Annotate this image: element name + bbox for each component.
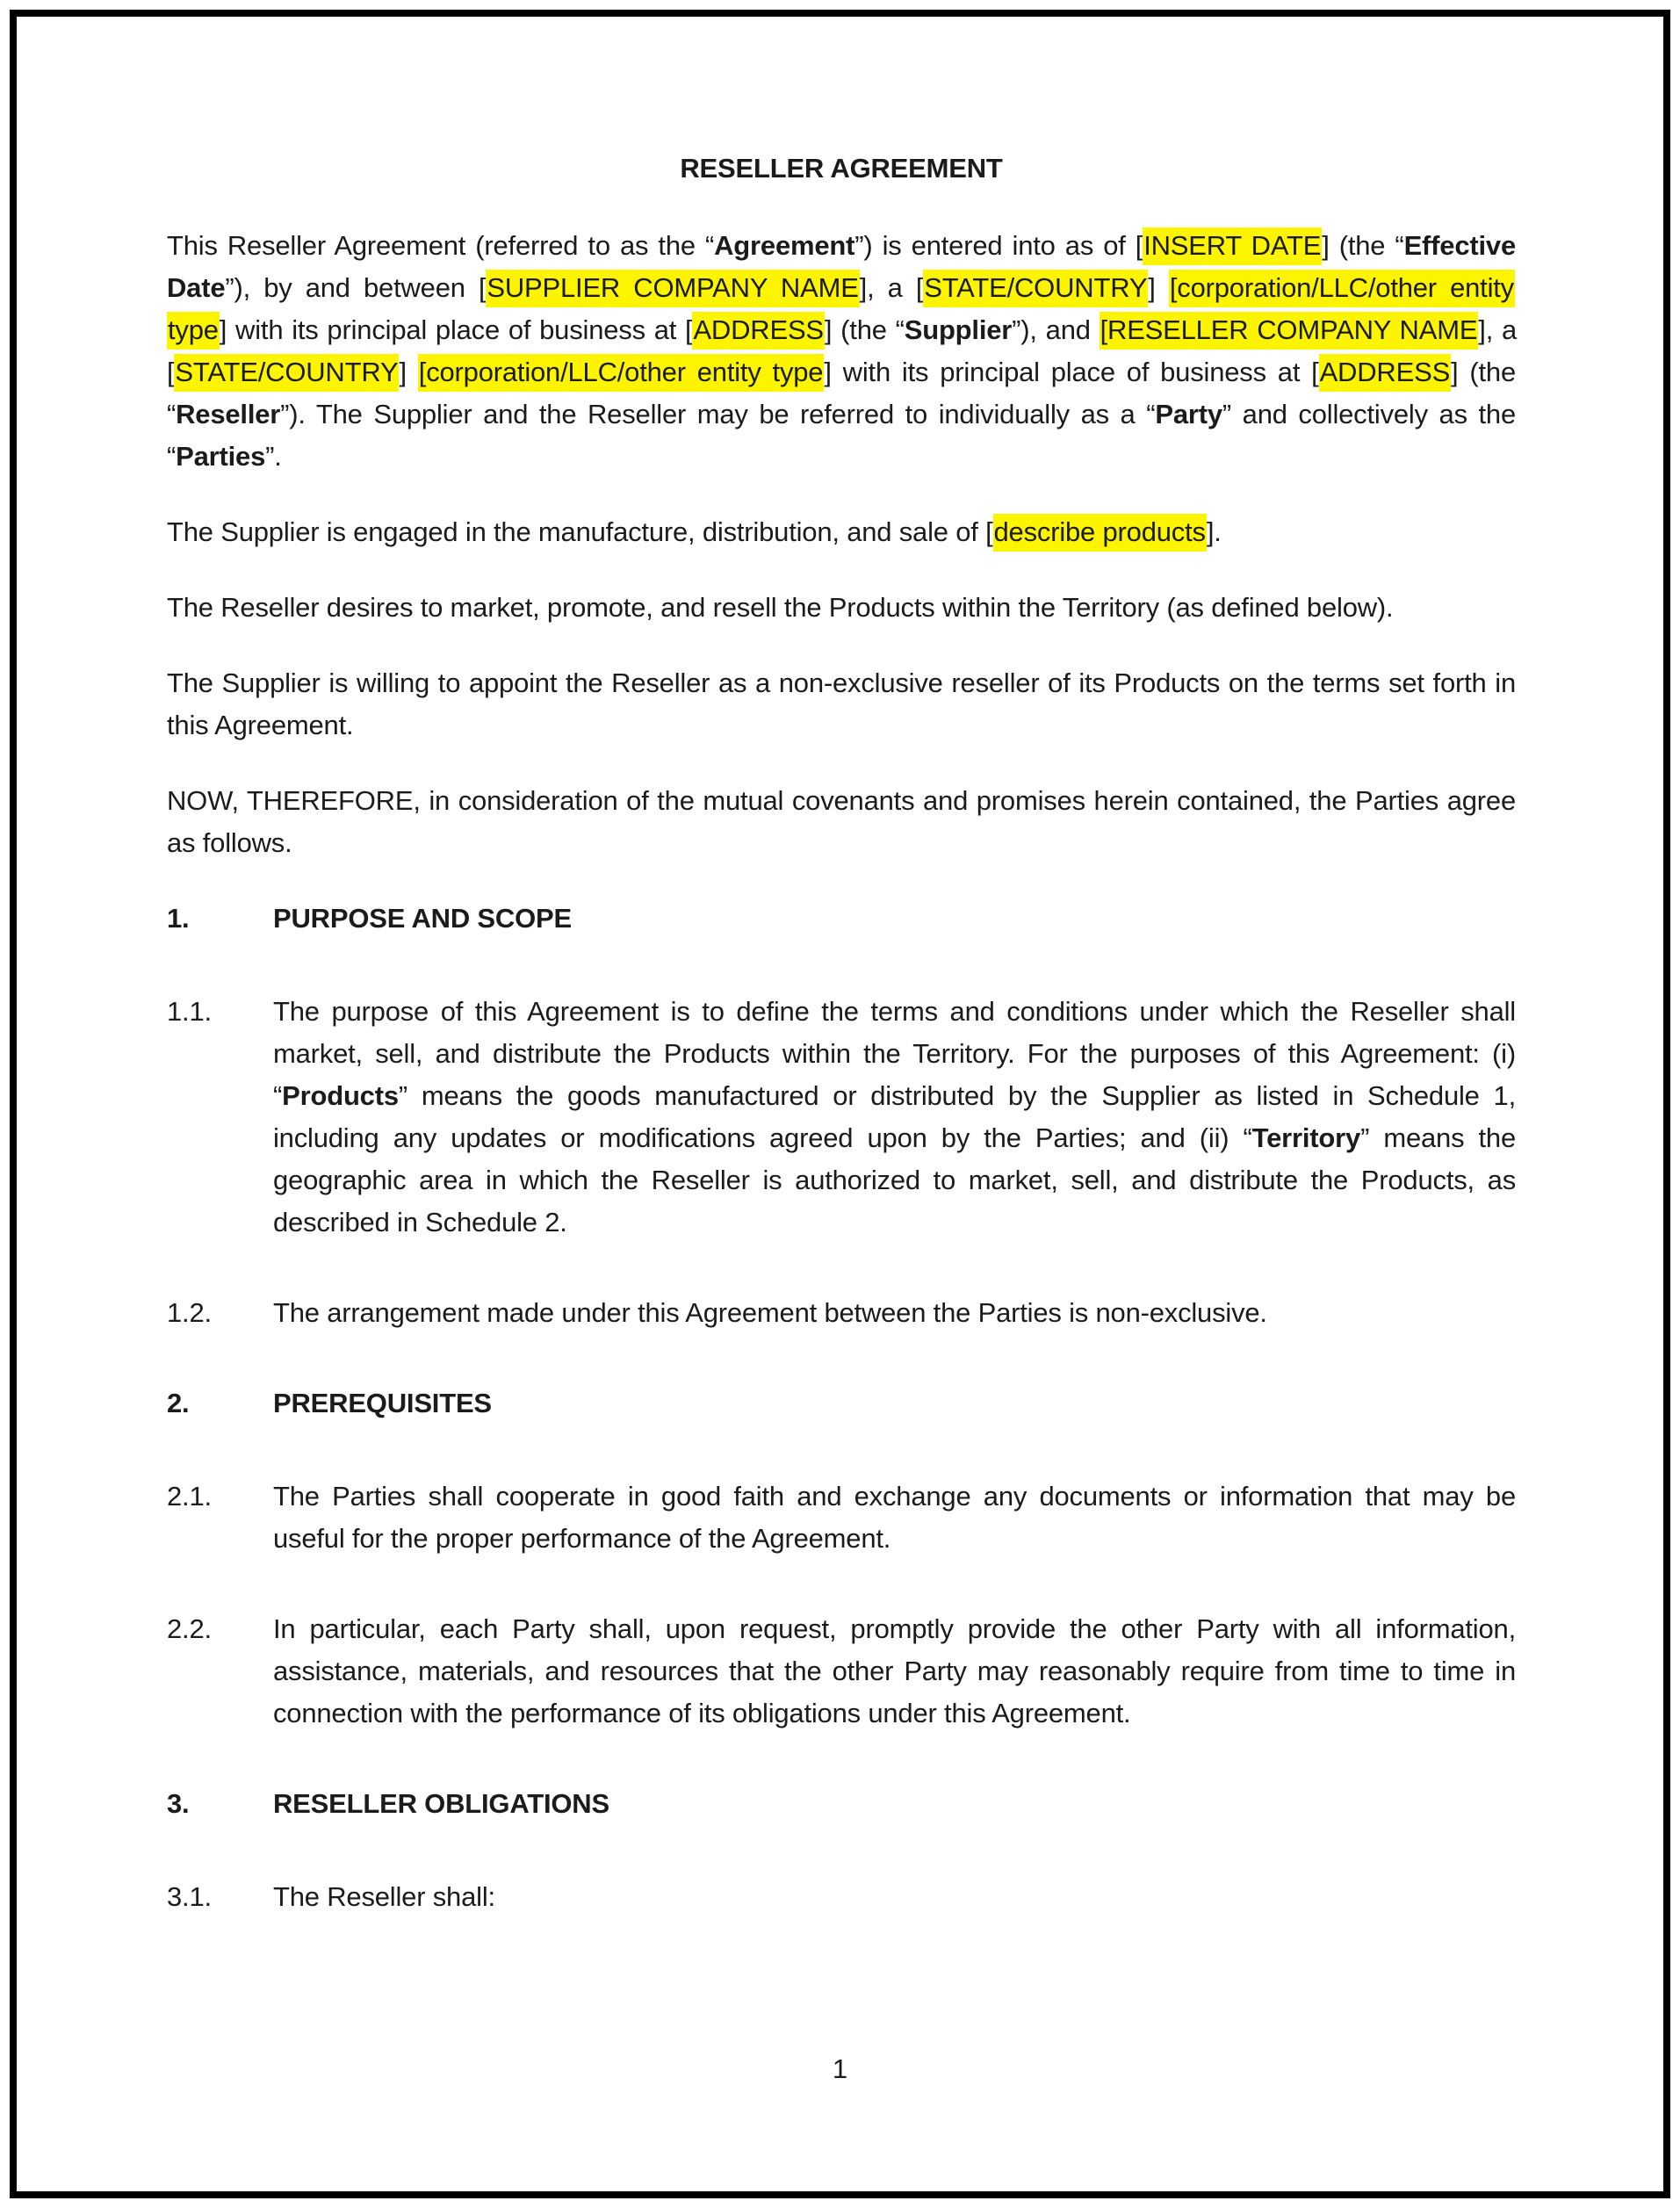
clause-text (273, 1876, 1516, 1918)
document-title: RESELLER AGREEMENT (680, 153, 1003, 184)
defined-term: Parties (176, 441, 266, 472)
text-run: ]. (1206, 516, 1222, 547)
text-run: ”). The Supplier and the Reseller may be referred to individually as a “ (280, 399, 1156, 429)
placeholder-highlight: [corporation/LLC/other entity type (418, 354, 825, 392)
defined-term: Territory (1251, 1122, 1361, 1153)
paragraph (167, 662, 1516, 747)
clause-text (273, 991, 1516, 1244)
text-run: ” and collectively as the “ (167, 399, 1516, 472)
clause-number: 1.1. (167, 996, 212, 1027)
text-run: The Reseller shall: (273, 1881, 495, 1912)
placeholder-highlight: INSERT DATE (1143, 227, 1322, 265)
section-heading (167, 1382, 1516, 1425)
section-heading (167, 1783, 1516, 1825)
placeholder-highlight: SUPPLIER COMPANY NAME (486, 270, 859, 307)
placeholder-highlight: ADDRESS (1319, 354, 1451, 392)
clause-number: 1.2. (167, 1297, 212, 1328)
defined-term: Party (1155, 399, 1222, 429)
paragraph (167, 225, 1516, 478)
clause-text (273, 1476, 1516, 1560)
placeholder-highlight: STATE/COUNTRY (174, 354, 399, 392)
numbered-paragraph (167, 991, 1516, 1244)
section-number: 3. (167, 1788, 190, 1819)
defined-term: Supplier (904, 314, 1013, 345)
text-run: ” means the geographic area in which the Reseller is authorized to market, sell, and distribute the Products, as described in Schedule 2. (273, 1122, 1516, 1237)
section-number: 1. (167, 903, 190, 934)
text-run: ] (1148, 272, 1169, 303)
clause-text (273, 1608, 1516, 1735)
paragraph (167, 780, 1516, 864)
text-run: The Reseller desires to market, promote, and resell the Products within the Territory (as defined below). (167, 592, 1394, 623)
section-title: RESELLER OBLIGATIONS (273, 1788, 609, 1819)
text-run: ] with its principal place of business at [ (824, 357, 1319, 387)
numbered-paragraph (167, 1876, 1516, 1918)
document-content (167, 148, 1516, 1966)
placeholder-highlight: ADDRESS (692, 312, 824, 350)
numbered-paragraph (167, 1292, 1516, 1334)
text-run: The arrangement made under this Agreement between the Parties is non-exclusive. (273, 1297, 1267, 1328)
placeholder-highlight: [RESELLER COMPANY NAME (1100, 312, 1479, 350)
text-run: ”), by and between [ (225, 272, 487, 303)
text-run: ], a [ (859, 272, 924, 303)
clause-number: 3.1. (167, 1881, 212, 1912)
paragraph (167, 587, 1516, 629)
defined-term: Effective Date (167, 230, 1516, 303)
text-run: ”) is entered into as of [ (854, 230, 1143, 261)
text-run: ”. (265, 441, 282, 472)
numbered-paragraph (167, 1608, 1516, 1735)
page-number: 1 (832, 2053, 848, 2084)
numbered-paragraph (167, 1476, 1516, 1560)
document-blocks (167, 225, 1516, 1918)
defined-term: Products (282, 1080, 399, 1111)
defined-term: Reseller (176, 399, 281, 429)
placeholder-highlight: describe products (993, 514, 1207, 552)
paragraph (167, 511, 1516, 553)
text-run: ], a [ (167, 314, 1517, 387)
text-run: The Supplier is willing to appoint the Reseller as a non-exclusive reseller of its Products on the terms set forth in this Agreement. (167, 667, 1516, 740)
defined-term: Agreement (714, 230, 855, 261)
text-run: This Reseller Agreement (referred to as the “ (167, 230, 715, 261)
text-run: The purpose of this Agreement is to define the terms and conditions under which the Reseller shall market, sell, and distribute the Products within the Territory. For the purposes of this Agreement: (i) “ (273, 996, 1516, 1111)
text-run: The Parties shall cooperate in good faith and exchange any documents or information that may be useful for the proper performance of the Agreement. (273, 1481, 1516, 1554)
section-heading (167, 898, 1516, 940)
text-run: The Supplier is engaged in the manufacture, distribution, and sale of [ (167, 516, 993, 547)
text-run: NOW, THEREFORE, in consideration of the mutual covenants and promises herein contained, the Parties agree as follows. (167, 785, 1516, 858)
text-run: ] with its principal place of business at [ (219, 314, 693, 345)
clause-number: 2.1. (167, 1481, 212, 1512)
clause-text (273, 1292, 1516, 1334)
text-run: In particular, each Party shall, upon request, promptly provide the other Party with all information, assistance, materials, and resources that the other Party may reasonably require from time to time in connection with the performance of its obligations under this Agreement. (273, 1613, 1516, 1728)
section-title: PREREQUISITES (273, 1388, 492, 1418)
text-run: ] (399, 357, 418, 387)
placeholder-highlight: [corporation/LLC/other entity type (167, 270, 1515, 350)
text-run: ] (the “ (1322, 230, 1404, 261)
text-run: ”), and (1012, 314, 1100, 345)
text-run: ” means the goods manufactured or distributed by the Supplier as listed in Schedule 1, including any updates or modifications agreed upon by the Parties; and (ii) “ (273, 1080, 1516, 1153)
placeholder-highlight: STATE/COUNTRY (923, 270, 1148, 307)
section-number: 2. (167, 1388, 190, 1418)
section-title: PURPOSE AND SCOPE (273, 903, 572, 934)
text-run: ] (the “ (167, 357, 1516, 429)
text-run: ] (the “ (824, 314, 905, 345)
clause-number: 2.2. (167, 1613, 212, 1644)
